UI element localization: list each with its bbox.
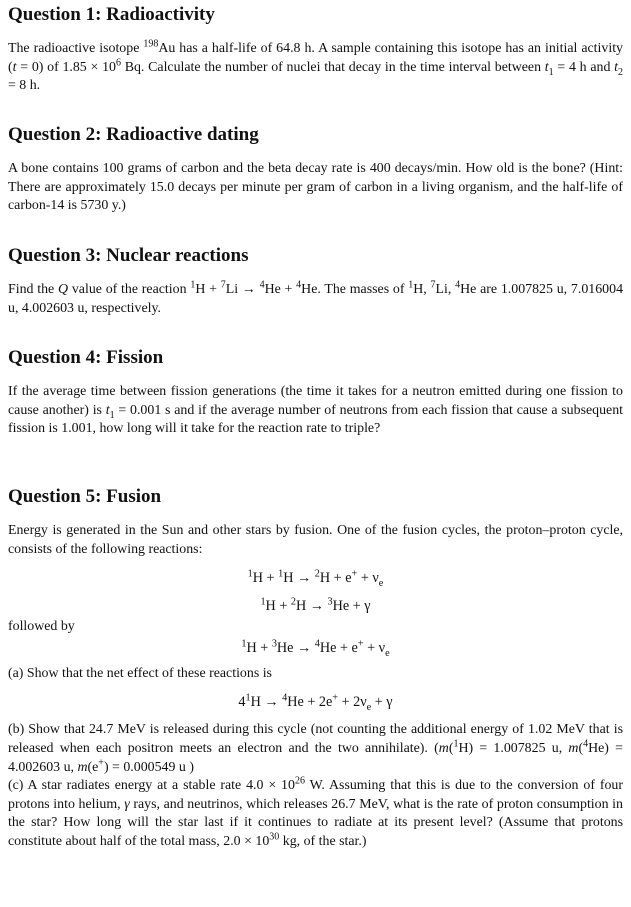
equation-3: $^1H + ^3He \to ^4He + e^+ + \nu_e$ <box>241 638 390 659</box>
question-5 <box>8 486 623 852</box>
equation-1: $^1H + ^1H \to ^2H + e^+ + \nu_e$ <box>247 568 384 590</box>
question-3-text: Find the Q value of the reaction $^1$H + $^7$Li → $^4$He + $^4$He. The masses of $^1$H, $^7$Li, $^4$He are 1.007825 u, 7.016004 u, 4.002603 u, respectively. <box>8 279 624 316</box>
followed-by-text: followed by <box>8 619 75 635</box>
question-5-intro: Energy is generated in the Sun and other stars by fusion. One of the fusion cycles, the proton–proton cycle, consists of the following reactions: <box>8 523 623 557</box>
equation-2: $^1$H + $^2$H → $^3$He + γ <box>260 596 371 615</box>
question-3 <box>8 245 623 318</box>
question-2 <box>8 124 623 216</box>
question-3-heading: Question 3: Nuclear reactions <box>8 245 249 266</box>
part-b-text: (b) Show that 24.7 MeV is released during this cycle (not counting the additional energy of 1.02 MeV that is released when each positron meets an electron and the two annihilate). (m($^1$H) = 1.007825 u, m($^4$He) = 4.002603 u, m(e+) = 0.000549 u ) <box>8 722 623 775</box>
question-4 <box>8 347 623 439</box>
question-2-heading: Question 2: Radioactive dating <box>8 124 259 145</box>
question-1-text: The radioactive isotope $^{198}$Au has a half-life of 64.8 h. A sample containing this isotope has an initial activity (t = 0) of $1.85 \times 10^6$ Bq. Calculate the number of nuclei that decay in the time interval between $t_1 = 4$ h and $t_2 = 8$ h. <box>8 38 623 94</box>
question-5-heading: Question 5: Fusion <box>8 486 162 507</box>
question-2-text: A bone contains 100 grams of carbon and the beta decay rate is 400 decays/min. How old is the bone? (Hint: There are approximately 15.0 decays per minute per gram of carbon in a living organism, and the half-life of carbon-14 is 5730 y.) <box>8 161 623 214</box>
part-c-text: (c) A star radiates energy at a stable rate $4.0 \times 10^{26}$ W. Assuming that this is due to the conversion of four protons into helium, γ rays, and neutrinos, which releases 26.7 MeV, what is the rate of proton consumption in the star? How long will the star last if it continues to radiate at its present level? (Assume that protons constitute about half of the total mass, $2.0 \times 10^{30}$ kg, of the star.) <box>8 775 623 849</box>
part-a-text: (a) Show that the net effect of these reactions is <box>8 665 272 681</box>
question-1 <box>8 4 623 96</box>
question-1-heading: Question 1: Radioactivity <box>8 4 215 25</box>
question-4-heading: Question 4: Fission <box>8 347 164 368</box>
question-4-text: If the average time between fission generations (the time it takes for a neutron emitted during one fission to cause another) is $t_1 = 0.001$ s and if the average number of neutrons from each fission that cause a subsequent fission is 1.001, how long will it take for the reaction rate to triple? <box>8 384 623 437</box>
equation-4: $4^1H \to ^4He + 2e^+ + 2\nu_e + \gamma$ <box>238 692 393 714</box>
